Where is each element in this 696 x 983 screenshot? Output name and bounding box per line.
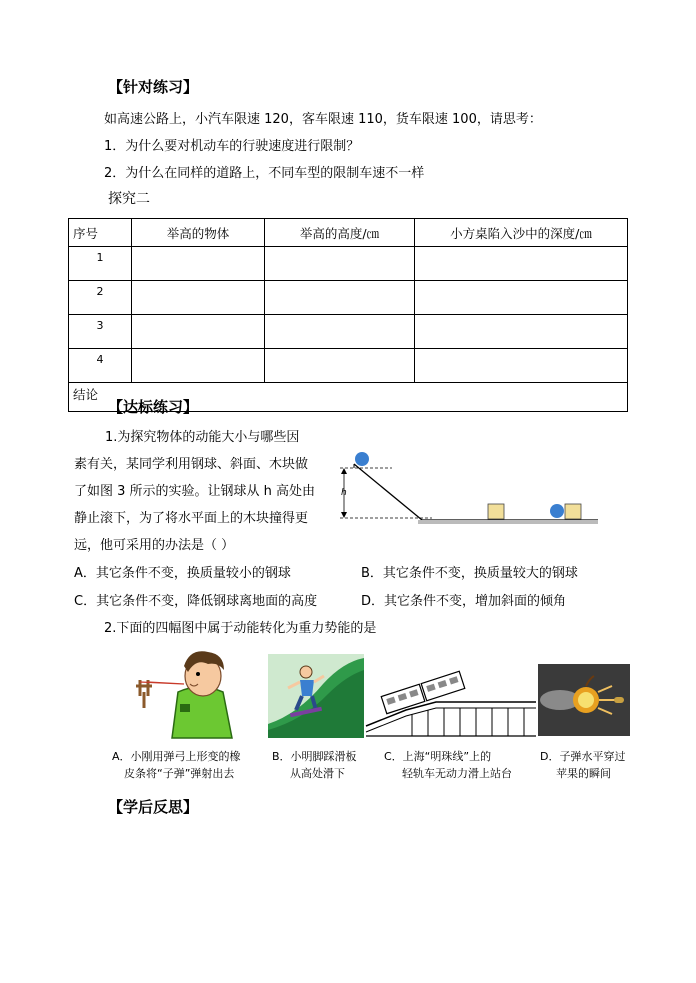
caption-b [272, 748, 357, 782]
caption-a [112, 748, 241, 782]
row-number: 3 [69, 315, 132, 349]
table-cell [265, 247, 415, 281]
option-d: D．其它条件不变，增加斜面的倾角 [361, 594, 567, 609]
table-cell [132, 349, 265, 383]
option-c: C．其它条件不变，降低钢球离地面的高度 [74, 594, 318, 609]
table-cell [265, 281, 415, 315]
table-cell [132, 247, 265, 281]
caption-b-line-2: 从高处滑下 [290, 767, 345, 780]
table-cell [415, 349, 628, 383]
table-cell [415, 315, 628, 349]
table-cell [265, 315, 415, 349]
caption-d-line-1: D．子弹水平穿过 [540, 750, 626, 763]
table-cell [415, 247, 628, 281]
light-rail-picture [366, 670, 536, 736]
caption-a-line-2: 皮条将“子弹”弹射出去 [124, 767, 235, 780]
q1-line-1: 1.为探究物体的动能大小与哪些因 [105, 430, 300, 445]
table-cell [132, 315, 265, 349]
explore-two-title: 探究二 [108, 191, 150, 207]
bullet-apple-picture [538, 664, 630, 736]
reflection-heading: 【学后反思】 [108, 798, 199, 816]
practice-intro: 如高速公路上，小汽车限速 120，客车限速 110，货车限速 100，请思考： [104, 112, 542, 127]
experiment-table [68, 218, 628, 412]
target-practice-heading: 【达标练习】 [108, 398, 199, 416]
table-row [69, 247, 628, 281]
table-cell [132, 281, 265, 315]
row-number: 1 [69, 247, 132, 281]
table-row [69, 315, 628, 349]
header-depth: 小方桌陷入沙中的深度/㎝ [415, 219, 628, 247]
row-number: 2 [69, 281, 132, 315]
practice-heading: 【针对练习】 [108, 78, 199, 96]
caption-c-line-2: 轻轨车无动力滑上站台 [402, 767, 512, 780]
caption-d-line-2: 苹果的瞬间 [556, 767, 611, 780]
table-header-row [69, 219, 628, 247]
caption-c-line-1: C．上海“明珠线”上的 [384, 750, 492, 763]
q1-line-4: 静止滚下，为了将水平面上的木块撞得更 [74, 511, 309, 526]
q1-line-3: 了如图 3 所示的实验。让钢球从 h 高处由 [74, 484, 316, 499]
table-row [69, 349, 628, 383]
q2-text: 2.下面的四幅图中属于动能转化为重力势能的是 [104, 621, 377, 636]
incline-experiment-figure [332, 446, 600, 526]
option-a: A．其它条件不变，换质量较小的钢球 [74, 566, 291, 581]
skateboard-picture [268, 654, 364, 738]
height-label: h [341, 488, 347, 498]
caption-c [384, 748, 512, 782]
caption-b-line-1: B．小明脚踩滑板 [272, 750, 357, 763]
header-object: 举高的物体 [132, 219, 265, 247]
row-number: 4 [69, 349, 132, 383]
q1-line-2: 素有关，某同学利用钢球、斜面、木块做 [74, 457, 309, 472]
header-height: 举高的高度/㎝ [265, 219, 415, 247]
header-index: 序号 [69, 219, 132, 247]
option-b: B．其它条件不变，换质量较大的钢球 [361, 566, 578, 581]
wood-block-icon [488, 504, 504, 519]
caption-d [540, 748, 625, 782]
slingshot-boy-picture [128, 646, 256, 738]
caption-a-line-1: A．小刚用弹弓上形变的橡 [112, 750, 241, 763]
conclusion-label: 结论 [69, 383, 628, 412]
q1-line-5: 远，他可采用的办法是（ ） [74, 538, 235, 553]
table-row [69, 281, 628, 315]
steel-ball-icon [355, 452, 369, 466]
table-cell [415, 281, 628, 315]
practice-question-1: 1．为什么要对机动车的行驶速度进行限制？ [104, 139, 360, 154]
table-cell [265, 349, 415, 383]
practice-question-2: 2．为什么在同样的道路上，不同车型的限制车速不一样 [104, 166, 425, 181]
